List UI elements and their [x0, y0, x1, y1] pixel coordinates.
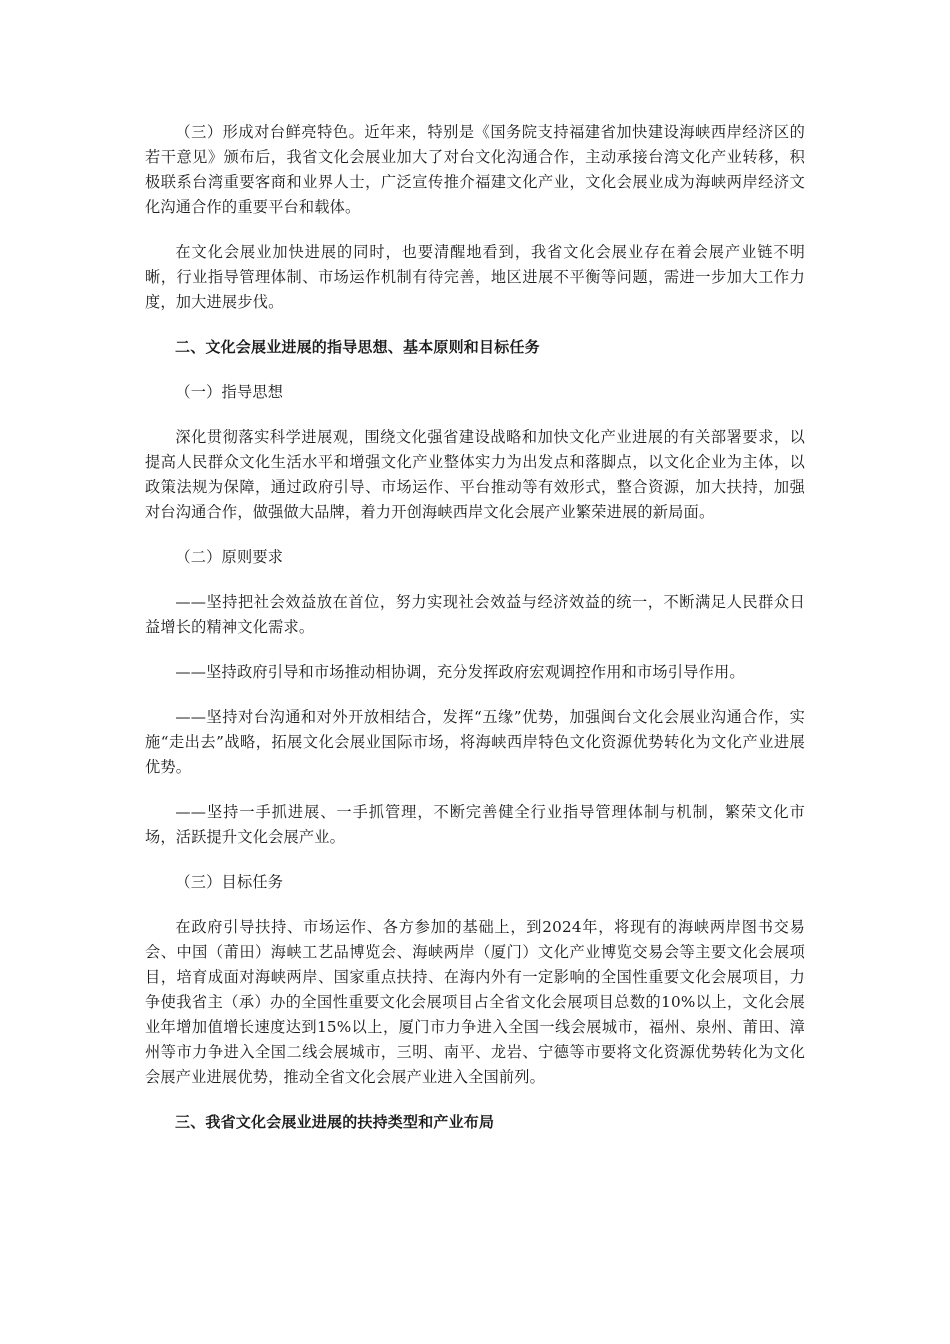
principle-item-1: ——坚持把社会效益放在首位，努力实现社会效益与经济效益的统一，不断满足人民群众日益增长的精神文化需求。 — [145, 593, 805, 636]
subheading-principles: （二）原则要求 — [175, 548, 284, 566]
subheading-goals: （三）目标任务 — [175, 873, 284, 891]
paragraph-guiding-ideology: 深化贯彻落实科学进展观，围绕文化强省建设战略和加快文化产业进展的有关部署要求，以提高人民群众文化生活水平和增强文化产业整体实力为出发点和落脚点，以文化企业为主体，以政策法规为保障，通过政府引导、市场运作、平台推动等有效形式，整合资源，加大扶持，加强对台沟通合作，做强做大品牌，着力开创海峡西岸文化会展产业繁荣进展的新局面。 — [145, 428, 805, 521]
paragraph-goals: 在政府引导扶持、市场运作、各方参加的基础上，到2024年，将现有的海峡两岸图书交易会、中国（莆田）海峡工艺品博览会、海峡两岸（厦门）文化产业博览交易会等主要文化会展项目，培育成面对海峡两岸、国家重点扶持、在海内外有一定影响的全国性重要文化会展项目，力争使我省主（承）办的全国性重要文化会展项目占全省文化会展项目总数的10%以上，文化会展业年增加值增长速度达到15%以上，厦门市力争进入全国一线会展城市，福州、泉州、莆田、漳州等市力争进入全国二线会展城市，三明、南平、龙岩、宁德等市要将文化资源优势转化为文化会展产业进展优势，推动全省文化会展产业进入全国前列。 — [145, 918, 805, 1086]
principle-item-2: ——坚持政府引导和市场推动相协调，充分发挥政府宏观调控作用和市场引导作用。 — [175, 663, 745, 681]
principle-item-3: ——坚持对台沟通和对外开放相结合，发挥“五缘”优势，加强闽台文化会展业沟通合作，实施“走出去”战略，拓展文化会展业国际市场，将海峡西岸特色文化资源优势转化为文化产业进展优势。 — [145, 708, 805, 776]
principle-item-4: ——坚持一手抓进展、一手抓管理，不断完善健全行业指导管理体制与机制，繁荣文化市场，活跃提升文化会展产业。 — [145, 803, 805, 846]
section-heading-3: 三、我省文化会展业进展的扶持类型和产业布局 — [175, 1113, 495, 1131]
section-heading-2: 二、文化会展业进展的指导思想、基本原则和目标任务 — [175, 338, 540, 356]
document-page — [145, 120, 805, 1155]
paragraph-problems: 在文化会展业加快进展的同时，也要清醒地看到，我省文化会展业存在着会展产业链不明晰，行业指导管理体制、市场运作机制有待完善，地区进展不平衡等问题，需进一步加大工作力度，加大进展步伐。 — [145, 243, 805, 311]
paragraph-taiwan-features: （三）形成对台鲜亮特色。近年来，特别是《国务院支持福建省加快建设海峡西岸经济区的若干意见》颁布后，我省文化会展业加大了对台文化沟通合作，主动承接台湾文化产业转移，积极联系台湾重要客商和业界人士，广泛宣传推介福建文化产业，文化会展业成为海峡两岸经济文化沟通合作的重要平台和载体。 — [145, 123, 805, 216]
subheading-guiding-ideology: （一）指导思想 — [175, 383, 284, 401]
